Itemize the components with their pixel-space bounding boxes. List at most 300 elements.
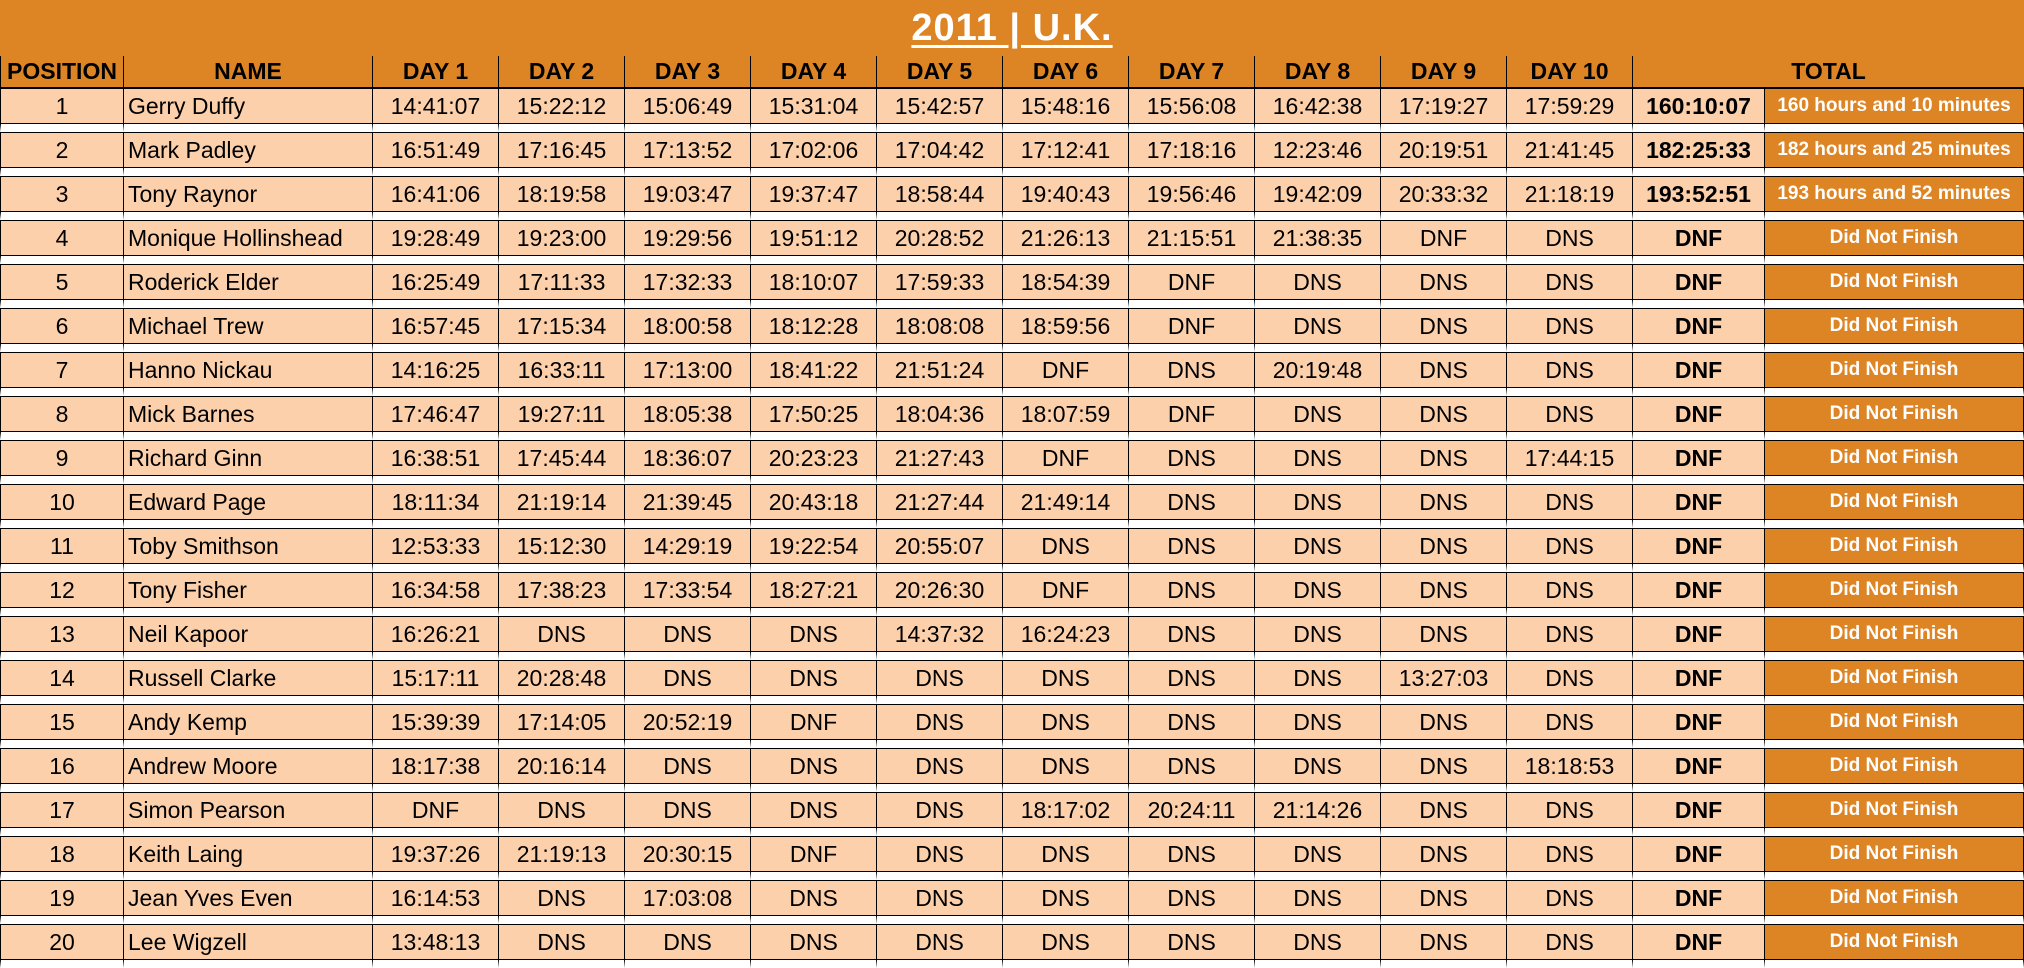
cell-day-1[interactable]: 18:11:34 bbox=[373, 484, 499, 528]
cell-day-1[interactable]: 14:16:25 bbox=[373, 352, 499, 396]
cell-name[interactable]: Jean Yves Even bbox=[124, 880, 373, 924]
cell-day-5[interactable]: 20:28:52 bbox=[877, 220, 1003, 264]
cell-day-7[interactable]: 19:56:46 bbox=[1129, 176, 1255, 220]
table-row[interactable] bbox=[0, 220, 2024, 264]
cell-total[interactable]: DNF bbox=[1633, 880, 1765, 924]
cell-day-8[interactable]: DNS bbox=[1255, 572, 1381, 616]
cell-day-3[interactable]: 19:03:47 bbox=[625, 176, 751, 220]
cell-day-9[interactable]: DNS bbox=[1381, 308, 1507, 352]
cell-total-label[interactable]: 193 hours and 52 minutes bbox=[1765, 176, 2024, 220]
cell-name[interactable]: Monique Hollinshead bbox=[124, 220, 373, 264]
cell-day-2[interactable]: 18:19:58 bbox=[499, 176, 625, 220]
cell-total[interactable]: DNF bbox=[1633, 484, 1765, 528]
cell-day-10[interactable]: 21:41:45 bbox=[1507, 132, 1633, 176]
cell-day-1[interactable]: 16:41:06 bbox=[373, 176, 499, 220]
cell-day-9[interactable]: DNS bbox=[1381, 264, 1507, 308]
cell-day-5[interactable]: DNS bbox=[877, 836, 1003, 880]
cell-total-label[interactable]: Did Not Finish bbox=[1765, 220, 2024, 264]
cell-day-3[interactable]: DNS bbox=[625, 616, 751, 660]
cell-day-10[interactable]: DNS bbox=[1507, 836, 1633, 880]
cell-day-2[interactable]: 17:15:34 bbox=[499, 308, 625, 352]
table-row[interactable] bbox=[0, 132, 2024, 176]
cell-day-5[interactable]: DNS bbox=[877, 660, 1003, 704]
table-row[interactable] bbox=[0, 880, 2024, 924]
cell-day-3[interactable]: DNS bbox=[625, 660, 751, 704]
cell-day-1[interactable]: 16:26:21 bbox=[373, 616, 499, 660]
cell-day-3[interactable]: DNS bbox=[625, 792, 751, 836]
cell-day-1[interactable]: 17:46:47 bbox=[373, 396, 499, 440]
cell-day-10[interactable]: DNS bbox=[1507, 616, 1633, 660]
cell-total[interactable]: DNF bbox=[1633, 264, 1765, 308]
cell-position[interactable]: 1 bbox=[0, 88, 124, 132]
cell-day-8[interactable]: DNS bbox=[1255, 748, 1381, 792]
cell-day-7[interactable]: DNF bbox=[1129, 308, 1255, 352]
cell-total-label[interactable]: Did Not Finish bbox=[1765, 748, 2024, 792]
cell-day-7[interactable]: DNS bbox=[1129, 528, 1255, 572]
cell-position[interactable]: 2 bbox=[0, 132, 124, 176]
cell-total-label[interactable]: 182 hours and 25 minutes bbox=[1765, 132, 2024, 176]
cell-name[interactable]: Andrew Moore bbox=[124, 748, 373, 792]
cell-day-6[interactable]: 18:17:02 bbox=[1003, 792, 1129, 836]
cell-name[interactable]: Tony Raynor bbox=[124, 176, 373, 220]
cell-day-9[interactable]: DNS bbox=[1381, 704, 1507, 748]
cell-day-9[interactable]: DNS bbox=[1381, 484, 1507, 528]
cell-day-4[interactable]: 18:41:22 bbox=[751, 352, 877, 396]
cell-total-label[interactable]: Did Not Finish bbox=[1765, 704, 2024, 748]
cell-day-2[interactable]: 21:19:14 bbox=[499, 484, 625, 528]
cell-day-1[interactable]: 16:14:53 bbox=[373, 880, 499, 924]
cell-total[interactable]: DNF bbox=[1633, 572, 1765, 616]
cell-day-2[interactable]: 19:27:11 bbox=[499, 396, 625, 440]
cell-day-9[interactable]: DNS bbox=[1381, 836, 1507, 880]
cell-name[interactable]: Keith Laing bbox=[124, 836, 373, 880]
cell-day-2[interactable]: 17:45:44 bbox=[499, 440, 625, 484]
cell-position[interactable]: 4 bbox=[0, 220, 124, 264]
cell-day-9[interactable]: DNS bbox=[1381, 748, 1507, 792]
cell-day-1[interactable]: 13:48:13 bbox=[373, 924, 499, 968]
cell-day-5[interactable]: DNS bbox=[877, 792, 1003, 836]
table-row[interactable] bbox=[0, 484, 2024, 528]
cell-day-6[interactable]: DNS bbox=[1003, 704, 1129, 748]
cell-day-10[interactable]: 17:44:15 bbox=[1507, 440, 1633, 484]
column-header-day-2[interactable]: DAY 2 bbox=[499, 56, 625, 88]
cell-day-7[interactable]: 20:24:11 bbox=[1129, 792, 1255, 836]
cell-day-8[interactable]: DNS bbox=[1255, 484, 1381, 528]
cell-name[interactable]: Simon Pearson bbox=[124, 792, 373, 836]
cell-day-1[interactable]: 16:34:58 bbox=[373, 572, 499, 616]
cell-day-2[interactable]: 15:22:12 bbox=[499, 88, 625, 132]
cell-day-4[interactable]: DNS bbox=[751, 660, 877, 704]
cell-name[interactable]: Toby Smithson bbox=[124, 528, 373, 572]
cell-day-1[interactable]: 14:41:07 bbox=[373, 88, 499, 132]
cell-day-2[interactable]: 17:11:33 bbox=[499, 264, 625, 308]
table-row[interactable] bbox=[0, 264, 2024, 308]
cell-day-1[interactable]: 16:25:49 bbox=[373, 264, 499, 308]
cell-day-3[interactable]: 14:29:19 bbox=[625, 528, 751, 572]
cell-day-6[interactable]: 16:24:23 bbox=[1003, 616, 1129, 660]
cell-position[interactable]: 14 bbox=[0, 660, 124, 704]
cell-day-4[interactable]: DNF bbox=[751, 704, 877, 748]
cell-total[interactable]: DNF bbox=[1633, 308, 1765, 352]
cell-day-7[interactable]: DNS bbox=[1129, 880, 1255, 924]
cell-position[interactable]: 5 bbox=[0, 264, 124, 308]
cell-day-6[interactable]: 18:59:56 bbox=[1003, 308, 1129, 352]
cell-position[interactable]: 9 bbox=[0, 440, 124, 484]
cell-position[interactable]: 17 bbox=[0, 792, 124, 836]
cell-day-5[interactable]: 18:08:08 bbox=[877, 308, 1003, 352]
cell-day-10[interactable]: DNS bbox=[1507, 528, 1633, 572]
cell-day-1[interactable]: 16:51:49 bbox=[373, 132, 499, 176]
cell-day-5[interactable]: 21:27:43 bbox=[877, 440, 1003, 484]
cell-day-3[interactable]: 19:29:56 bbox=[625, 220, 751, 264]
cell-day-5[interactable]: 21:51:24 bbox=[877, 352, 1003, 396]
column-header-day-5[interactable]: DAY 5 bbox=[877, 56, 1003, 88]
cell-day-6[interactable]: 21:26:13 bbox=[1003, 220, 1129, 264]
cell-day-3[interactable]: 17:33:54 bbox=[625, 572, 751, 616]
cell-day-3[interactable]: 20:52:19 bbox=[625, 704, 751, 748]
cell-day-2[interactable]: 16:33:11 bbox=[499, 352, 625, 396]
cell-name[interactable]: Lee Wigzell bbox=[124, 924, 373, 968]
cell-day-1[interactable]: 19:37:26 bbox=[373, 836, 499, 880]
cell-day-3[interactable]: 20:30:15 bbox=[625, 836, 751, 880]
cell-position[interactable]: 8 bbox=[0, 396, 124, 440]
cell-day-3[interactable]: 18:36:07 bbox=[625, 440, 751, 484]
cell-total[interactable]: 193:52:51 bbox=[1633, 176, 1765, 220]
cell-day-4[interactable]: 15:31:04 bbox=[751, 88, 877, 132]
cell-day-1[interactable]: DNF bbox=[373, 792, 499, 836]
cell-day-4[interactable]: 17:50:25 bbox=[751, 396, 877, 440]
cell-total-label[interactable]: Did Not Finish bbox=[1765, 396, 2024, 440]
column-header-day-9[interactable]: DAY 9 bbox=[1381, 56, 1507, 88]
cell-total-label[interactable]: Did Not Finish bbox=[1765, 440, 2024, 484]
table-row[interactable] bbox=[0, 924, 2024, 968]
cell-day-9[interactable]: 17:19:27 bbox=[1381, 88, 1507, 132]
cell-day-4[interactable]: 17:02:06 bbox=[751, 132, 877, 176]
cell-day-6[interactable]: DNS bbox=[1003, 660, 1129, 704]
cell-total-label[interactable]: Did Not Finish bbox=[1765, 880, 2024, 924]
cell-day-2[interactable]: 20:28:48 bbox=[499, 660, 625, 704]
cell-day-4[interactable]: DNS bbox=[751, 924, 877, 968]
table-row[interactable] bbox=[0, 748, 2024, 792]
cell-day-4[interactable]: DNS bbox=[751, 748, 877, 792]
table-row[interactable] bbox=[0, 616, 2024, 660]
cell-day-8[interactable]: DNS bbox=[1255, 528, 1381, 572]
cell-day-7[interactable]: DNS bbox=[1129, 836, 1255, 880]
cell-day-4[interactable]: 19:22:54 bbox=[751, 528, 877, 572]
cell-total[interactable]: 160:10:07 bbox=[1633, 88, 1765, 132]
cell-day-2[interactable]: 21:19:13 bbox=[499, 836, 625, 880]
cell-day-5[interactable]: 20:55:07 bbox=[877, 528, 1003, 572]
cell-day-10[interactable]: DNS bbox=[1507, 220, 1633, 264]
cell-day-6[interactable]: DNF bbox=[1003, 572, 1129, 616]
cell-day-3[interactable]: 18:05:38 bbox=[625, 396, 751, 440]
cell-day-1[interactable]: 18:17:38 bbox=[373, 748, 499, 792]
cell-day-3[interactable]: DNS bbox=[625, 924, 751, 968]
column-header-name[interactable]: NAME bbox=[124, 56, 373, 88]
cell-day-9[interactable]: DNS bbox=[1381, 924, 1507, 968]
table-row[interactable] bbox=[0, 792, 2024, 836]
cell-day-2[interactable]: 17:38:23 bbox=[499, 572, 625, 616]
cell-day-2[interactable]: 17:14:05 bbox=[499, 704, 625, 748]
cell-day-8[interactable]: 12:23:46 bbox=[1255, 132, 1381, 176]
cell-total[interactable]: 182:25:33 bbox=[1633, 132, 1765, 176]
cell-day-5[interactable]: DNS bbox=[877, 880, 1003, 924]
cell-day-3[interactable]: 17:13:52 bbox=[625, 132, 751, 176]
cell-day-7[interactable]: DNS bbox=[1129, 660, 1255, 704]
cell-day-1[interactable]: 15:39:39 bbox=[373, 704, 499, 748]
cell-day-10[interactable]: DNS bbox=[1507, 484, 1633, 528]
column-header-day-6[interactable]: DAY 6 bbox=[1003, 56, 1129, 88]
cell-total[interactable]: DNF bbox=[1633, 836, 1765, 880]
cell-day-4[interactable]: 18:12:28 bbox=[751, 308, 877, 352]
cell-position[interactable]: 10 bbox=[0, 484, 124, 528]
cell-day-8[interactable]: DNS bbox=[1255, 616, 1381, 660]
cell-day-6[interactable]: 18:07:59 bbox=[1003, 396, 1129, 440]
table-row[interactable] bbox=[0, 88, 2024, 132]
cell-day-8[interactable]: 21:14:26 bbox=[1255, 792, 1381, 836]
cell-position[interactable]: 6 bbox=[0, 308, 124, 352]
table-row[interactable] bbox=[0, 396, 2024, 440]
cell-day-6[interactable]: 19:40:43 bbox=[1003, 176, 1129, 220]
cell-day-6[interactable]: DNS bbox=[1003, 880, 1129, 924]
cell-total[interactable]: DNF bbox=[1633, 704, 1765, 748]
cell-day-5[interactable]: 15:42:57 bbox=[877, 88, 1003, 132]
column-header-day-10[interactable]: DAY 10 bbox=[1507, 56, 1633, 88]
column-header-day-7[interactable]: DAY 7 bbox=[1129, 56, 1255, 88]
cell-day-8[interactable]: DNS bbox=[1255, 660, 1381, 704]
table-row[interactable] bbox=[0, 352, 2024, 396]
table-row[interactable] bbox=[0, 572, 2024, 616]
cell-day-9[interactable]: DNS bbox=[1381, 440, 1507, 484]
cell-day-2[interactable]: DNS bbox=[499, 792, 625, 836]
cell-name[interactable]: Mick Barnes bbox=[124, 396, 373, 440]
cell-total[interactable]: DNF bbox=[1633, 924, 1765, 968]
cell-total-label[interactable]: Did Not Finish bbox=[1765, 484, 2024, 528]
cell-day-8[interactable]: 21:38:35 bbox=[1255, 220, 1381, 264]
cell-position[interactable]: 18 bbox=[0, 836, 124, 880]
cell-day-8[interactable]: 16:42:38 bbox=[1255, 88, 1381, 132]
cell-day-4[interactable]: 20:23:23 bbox=[751, 440, 877, 484]
cell-day-5[interactable]: 18:04:36 bbox=[877, 396, 1003, 440]
cell-total[interactable]: DNF bbox=[1633, 660, 1765, 704]
cell-day-3[interactable]: 21:39:45 bbox=[625, 484, 751, 528]
cell-day-8[interactable]: DNS bbox=[1255, 440, 1381, 484]
cell-day-9[interactable]: DNS bbox=[1381, 880, 1507, 924]
cell-day-6[interactable]: DNF bbox=[1003, 352, 1129, 396]
cell-day-6[interactable]: 18:54:39 bbox=[1003, 264, 1129, 308]
cell-day-10[interactable]: 17:59:29 bbox=[1507, 88, 1633, 132]
cell-day-7[interactable]: DNF bbox=[1129, 264, 1255, 308]
cell-day-2[interactable]: DNS bbox=[499, 616, 625, 660]
cell-day-7[interactable]: DNS bbox=[1129, 704, 1255, 748]
cell-position[interactable]: 11 bbox=[0, 528, 124, 572]
cell-day-4[interactable]: DNS bbox=[751, 792, 877, 836]
cell-day-7[interactable]: DNS bbox=[1129, 616, 1255, 660]
cell-day-2[interactable]: 17:16:45 bbox=[499, 132, 625, 176]
cell-day-5[interactable]: DNS bbox=[877, 748, 1003, 792]
cell-day-2[interactable]: 20:16:14 bbox=[499, 748, 625, 792]
cell-name[interactable]: Edward Page bbox=[124, 484, 373, 528]
cell-day-8[interactable]: DNS bbox=[1255, 836, 1381, 880]
cell-day-4[interactable]: 18:10:07 bbox=[751, 264, 877, 308]
cell-total[interactable]: DNF bbox=[1633, 748, 1765, 792]
cell-day-9[interactable]: DNS bbox=[1381, 792, 1507, 836]
cell-day-7[interactable]: 21:15:51 bbox=[1129, 220, 1255, 264]
cell-day-8[interactable]: 20:19:48 bbox=[1255, 352, 1381, 396]
cell-name[interactable]: Roderick Elder bbox=[124, 264, 373, 308]
cell-day-8[interactable]: DNS bbox=[1255, 308, 1381, 352]
column-header-day-3[interactable]: DAY 3 bbox=[625, 56, 751, 88]
cell-day-6[interactable]: 17:12:41 bbox=[1003, 132, 1129, 176]
cell-day-2[interactable]: DNS bbox=[499, 880, 625, 924]
cell-day-5[interactable]: DNS bbox=[877, 704, 1003, 748]
cell-day-10[interactable]: DNS bbox=[1507, 704, 1633, 748]
cell-day-10[interactable]: DNS bbox=[1507, 396, 1633, 440]
cell-position[interactable]: 12 bbox=[0, 572, 124, 616]
cell-total-label[interactable]: Did Not Finish bbox=[1765, 528, 2024, 572]
cell-day-9[interactable]: 13:27:03 bbox=[1381, 660, 1507, 704]
cell-total-label[interactable]: Did Not Finish bbox=[1765, 352, 2024, 396]
column-header-day-1[interactable]: DAY 1 bbox=[373, 56, 499, 88]
cell-day-3[interactable]: DNS bbox=[625, 748, 751, 792]
cell-name[interactable]: Gerry Duffy bbox=[124, 88, 373, 132]
cell-day-4[interactable]: DNS bbox=[751, 880, 877, 924]
table-row[interactable] bbox=[0, 704, 2024, 748]
cell-day-8[interactable]: DNS bbox=[1255, 880, 1381, 924]
table-row[interactable] bbox=[0, 528, 2024, 572]
cell-day-6[interactable]: 15:48:16 bbox=[1003, 88, 1129, 132]
cell-day-10[interactable]: DNS bbox=[1507, 792, 1633, 836]
cell-position[interactable]: 3 bbox=[0, 176, 124, 220]
cell-day-10[interactable]: DNS bbox=[1507, 880, 1633, 924]
table-row[interactable] bbox=[0, 660, 2024, 704]
column-header-position[interactable]: POSITION bbox=[0, 56, 124, 88]
cell-day-10[interactable]: DNS bbox=[1507, 308, 1633, 352]
cell-day-4[interactable]: 20:43:18 bbox=[751, 484, 877, 528]
cell-day-4[interactable]: 19:51:12 bbox=[751, 220, 877, 264]
cell-total-label[interactable]: Did Not Finish bbox=[1765, 572, 2024, 616]
cell-position[interactable]: 16 bbox=[0, 748, 124, 792]
cell-position[interactable]: 7 bbox=[0, 352, 124, 396]
cell-day-6[interactable]: 21:49:14 bbox=[1003, 484, 1129, 528]
cell-day-7[interactable]: 15:56:08 bbox=[1129, 88, 1255, 132]
cell-total-label[interactable]: Did Not Finish bbox=[1765, 616, 2024, 660]
table-row[interactable] bbox=[0, 836, 2024, 880]
cell-total[interactable]: DNF bbox=[1633, 616, 1765, 660]
cell-day-9[interactable]: DNS bbox=[1381, 528, 1507, 572]
cell-name[interactable]: Hanno Nickau bbox=[124, 352, 373, 396]
cell-day-7[interactable]: DNS bbox=[1129, 572, 1255, 616]
cell-day-9[interactable]: DNS bbox=[1381, 396, 1507, 440]
cell-day-5[interactable]: 14:37:32 bbox=[877, 616, 1003, 660]
cell-day-9[interactable]: DNS bbox=[1381, 352, 1507, 396]
cell-day-10[interactable]: DNS bbox=[1507, 264, 1633, 308]
cell-day-8[interactable]: DNS bbox=[1255, 924, 1381, 968]
cell-total[interactable]: DNF bbox=[1633, 396, 1765, 440]
cell-position[interactable]: 15 bbox=[0, 704, 124, 748]
cell-day-10[interactable]: DNS bbox=[1507, 352, 1633, 396]
table-row[interactable] bbox=[0, 440, 2024, 484]
cell-total-label[interactable]: Did Not Finish bbox=[1765, 660, 2024, 704]
cell-name[interactable]: Neil Kapoor bbox=[124, 616, 373, 660]
cell-day-2[interactable]: DNS bbox=[499, 924, 625, 968]
cell-day-1[interactable]: 15:17:11 bbox=[373, 660, 499, 704]
cell-day-5[interactable]: 17:04:42 bbox=[877, 132, 1003, 176]
cell-total-label[interactable]: Did Not Finish bbox=[1765, 264, 2024, 308]
cell-day-2[interactable]: 19:23:00 bbox=[499, 220, 625, 264]
cell-total-label[interactable]: Did Not Finish bbox=[1765, 308, 2024, 352]
cell-day-3[interactable]: 17:13:00 bbox=[625, 352, 751, 396]
cell-day-6[interactable]: DNS bbox=[1003, 924, 1129, 968]
cell-day-7[interactable]: DNS bbox=[1129, 484, 1255, 528]
cell-day-9[interactable]: DNF bbox=[1381, 220, 1507, 264]
cell-total-label[interactable]: Did Not Finish bbox=[1765, 836, 2024, 880]
cell-day-3[interactable]: 17:03:08 bbox=[625, 880, 751, 924]
cell-day-6[interactable]: DNS bbox=[1003, 836, 1129, 880]
cell-day-9[interactable]: 20:33:32 bbox=[1381, 176, 1507, 220]
table-row[interactable] bbox=[0, 308, 2024, 352]
cell-day-9[interactable]: DNS bbox=[1381, 616, 1507, 660]
cell-day-5[interactable]: DNS bbox=[877, 924, 1003, 968]
cell-position[interactable]: 19 bbox=[0, 880, 124, 924]
cell-total[interactable]: DNF bbox=[1633, 528, 1765, 572]
cell-day-5[interactable]: 21:27:44 bbox=[877, 484, 1003, 528]
cell-day-7[interactable]: DNS bbox=[1129, 352, 1255, 396]
cell-day-9[interactable]: DNS bbox=[1381, 572, 1507, 616]
cell-day-7[interactable]: DNS bbox=[1129, 440, 1255, 484]
cell-day-5[interactable]: 17:59:33 bbox=[877, 264, 1003, 308]
cell-position[interactable]: 13 bbox=[0, 616, 124, 660]
cell-day-5[interactable]: 18:58:44 bbox=[877, 176, 1003, 220]
cell-day-10[interactable]: DNS bbox=[1507, 924, 1633, 968]
column-header-total[interactable]: TOTAL bbox=[1633, 56, 2024, 88]
cell-name[interactable]: Mark Padley bbox=[124, 132, 373, 176]
cell-day-3[interactable]: 18:00:58 bbox=[625, 308, 751, 352]
cell-day-1[interactable]: 19:28:49 bbox=[373, 220, 499, 264]
cell-total[interactable]: DNF bbox=[1633, 440, 1765, 484]
cell-day-4[interactable]: 19:37:47 bbox=[751, 176, 877, 220]
cell-day-6[interactable]: DNF bbox=[1003, 440, 1129, 484]
cell-name[interactable]: Tony Fisher bbox=[124, 572, 373, 616]
cell-day-5[interactable]: 20:26:30 bbox=[877, 572, 1003, 616]
cell-day-8[interactable]: DNS bbox=[1255, 396, 1381, 440]
cell-total-label[interactable]: Did Not Finish bbox=[1765, 792, 2024, 836]
cell-day-1[interactable]: 16:57:45 bbox=[373, 308, 499, 352]
cell-name[interactable]: Russell Clarke bbox=[124, 660, 373, 704]
column-header-day-8[interactable]: DAY 8 bbox=[1255, 56, 1381, 88]
cell-day-7[interactable]: DNS bbox=[1129, 748, 1255, 792]
cell-day-9[interactable]: 20:19:51 bbox=[1381, 132, 1507, 176]
cell-day-3[interactable]: 17:32:33 bbox=[625, 264, 751, 308]
cell-day-4[interactable]: DNF bbox=[751, 836, 877, 880]
cell-total-label[interactable]: 160 hours and 10 minutes bbox=[1765, 88, 2024, 132]
cell-day-8[interactable]: DNS bbox=[1255, 704, 1381, 748]
cell-total-label[interactable]: Did Not Finish bbox=[1765, 924, 2024, 968]
cell-name[interactable]: Andy Kemp bbox=[124, 704, 373, 748]
cell-day-7[interactable]: DNF bbox=[1129, 396, 1255, 440]
cell-day-10[interactable]: 18:18:53 bbox=[1507, 748, 1633, 792]
cell-day-8[interactable]: DNS bbox=[1255, 264, 1381, 308]
cell-name[interactable]: Richard Ginn bbox=[124, 440, 373, 484]
cell-name[interactable]: Michael Trew bbox=[124, 308, 373, 352]
cell-day-10[interactable]: DNS bbox=[1507, 660, 1633, 704]
cell-day-7[interactable]: DNS bbox=[1129, 924, 1255, 968]
cell-day-10[interactable]: 21:18:19 bbox=[1507, 176, 1633, 220]
cell-day-3[interactable]: 15:06:49 bbox=[625, 88, 751, 132]
cell-day-6[interactable]: DNS bbox=[1003, 748, 1129, 792]
cell-day-1[interactable]: 16:38:51 bbox=[373, 440, 499, 484]
cell-day-4[interactable]: DNS bbox=[751, 616, 877, 660]
